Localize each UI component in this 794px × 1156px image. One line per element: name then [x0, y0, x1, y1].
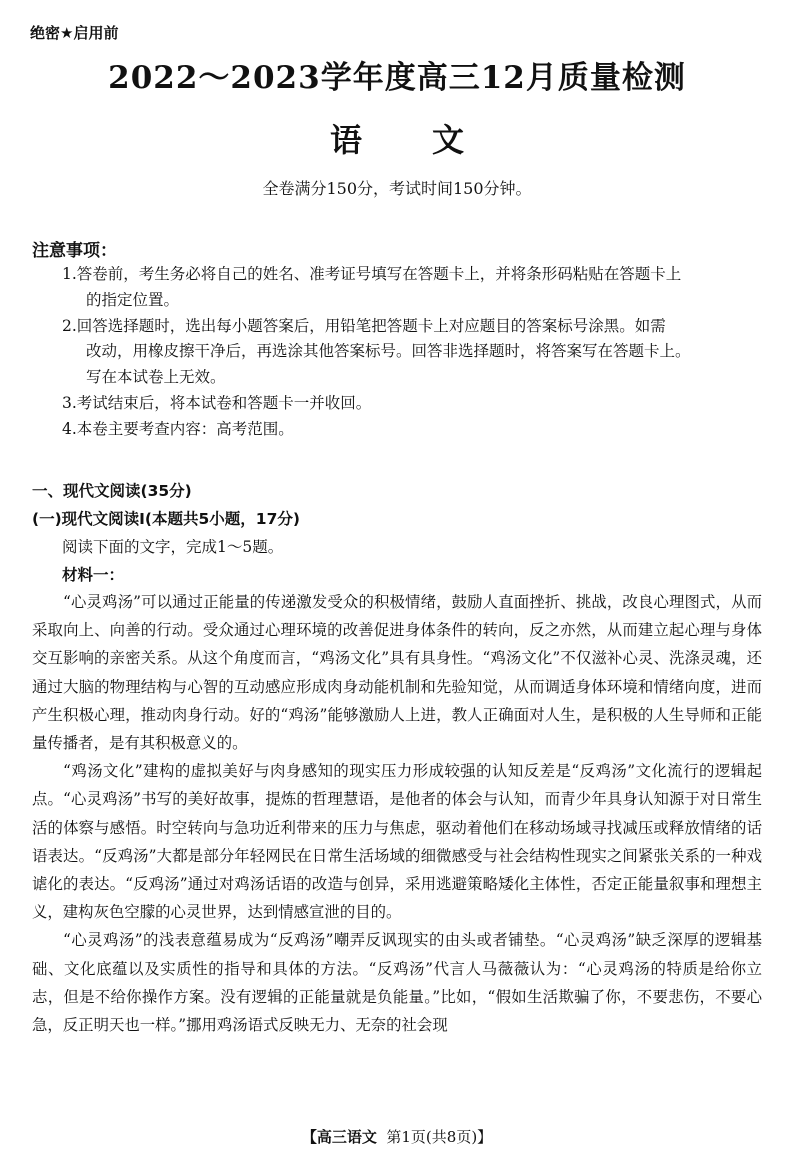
reading-passage — [32, 588, 762, 1039]
footer-page: 第1页(共8页)】 — [386, 1128, 493, 1146]
notice-item-text: 4.本卷主要考查内容：高考范围。 — [62, 419, 294, 438]
notice-heading: 注意事项： — [32, 241, 117, 261]
notice-item — [62, 391, 774, 417]
paragraph: “心灵鸡汤”可以通过正能量的传递激发受众的积极情绪，鼓励人直面挫折、挑战，改良心理图式，从而采取向上、向善的行动。受众通过心理环境的改善促进身体条件的转向，反之亦然，从而建立起心理与身体交互影响的亲密关系。从这个角度而言，“鸡汤文化”具有具身性。“鸡汤文化”不仅滋补心灵、洗涤灵魂，还通过大脑的物理结构与心智的互动感应形成肉身动能机制和先验知觉，从而调适身体环境和情绪向度，进而产生积极心理，推动肉身行动。好的“鸡汤”能够激励人上进，教人正确面对人生，是积极的人生导师和正能量传播者，是有其积极意义的。 — [32, 593, 762, 753]
score-line: 全卷满分150分，考试时间150分钟。 — [262, 179, 532, 198]
notice-item-text: 2.回答选择题时，选出每小题答案后，用铅笔把答题卡上对应题目的答案标号涂黑。如需 — [62, 316, 666, 335]
section-heading: 一、现代文阅读(35分) — [32, 482, 192, 500]
paragraph: “心灵鸡汤”的浅表意蕴易成为“反鸡汤”嘲弄反讽现实的由头或者铺垫。“心灵鸡汤”缺乏深厚的逻辑基础、文化底蕴以及实质性的指导和具体的方法。“反鸡汤”代言人马薇薇认为：“心灵鸡汤的特质是给你立志，但是不给你操作方案。没有逻辑的正能量就是负能量。”比如，“假如生活欺骗了你，不要悲伤，不要心急，反正明天也一样。”挪用鸡汤语式反映无力、无奈的社会现 — [32, 931, 762, 1035]
notice-item-text: 的指定位置。 — [86, 290, 180, 309]
exam-title: 2022～2023学年度高三12月质量检测 — [108, 60, 686, 96]
notice-item-text: 1.答卷前，考生务必将自己的姓名、准考证号填写在答题卡上，并将条形码粘贴在答题卡上 — [62, 265, 682, 283]
footer-subject: 【高三语文 — [301, 1128, 377, 1146]
material-label: 材料一： — [62, 566, 125, 584]
subject-title — [0, 115, 794, 161]
subject-char-1: 语 — [329, 121, 362, 159]
notice-item — [62, 417, 774, 443]
secret-mark: 绝密★启用前 — [30, 24, 119, 42]
notice-item — [62, 262, 774, 314]
subject-char-2: 文 — [432, 121, 465, 159]
subsection-heading: (一)现代文阅读Ⅰ(本题共5小题，17分) — [32, 510, 300, 528]
notice-item-text: 改动，用橡皮擦干净后，再选涂其他答案标号。回答非选择题时，将答案写在答题卡上。 — [86, 342, 691, 361]
page-footer — [0, 1126, 794, 1147]
notice-list — [62, 262, 774, 443]
notice-item-text: 写在本试卷上无效。 — [86, 368, 226, 387]
notice-item — [62, 314, 774, 391]
notice-item-text: 3.考试结束后，将本试卷和答题卡一并收回。 — [62, 393, 372, 412]
instruction: 阅读下面的文字，完成1～5题。 — [62, 538, 284, 556]
paragraph: “鸡汤文化”建构的虚拟美好与肉身感知的现实压力形成较强的认知反差是“反鸡汤”文化流行的逻辑起点。“心灵鸡汤”书写的美好故事，提炼的哲理慧语，是他者的体会与认知，而青少年具身认知源于对日常生活的体察与感悟。时空转向与急功近利带来的压力与焦虑，驱动着他们在移动场域寻找减压或释放情绪的话语表达。“反鸡汤”大都是部分年轻网民在日常生活场域的细微感受与社会结构性现实之间紧张关系的一种戏谑化的表达。“反鸡汤”通过对鸡汤话语的改造与创异，采用逃避策略矮化主体性，否定正能量叙事和理想主义，建构灰色空朦的心灵世界，达到情感宣泄的目的。 — [32, 762, 762, 922]
